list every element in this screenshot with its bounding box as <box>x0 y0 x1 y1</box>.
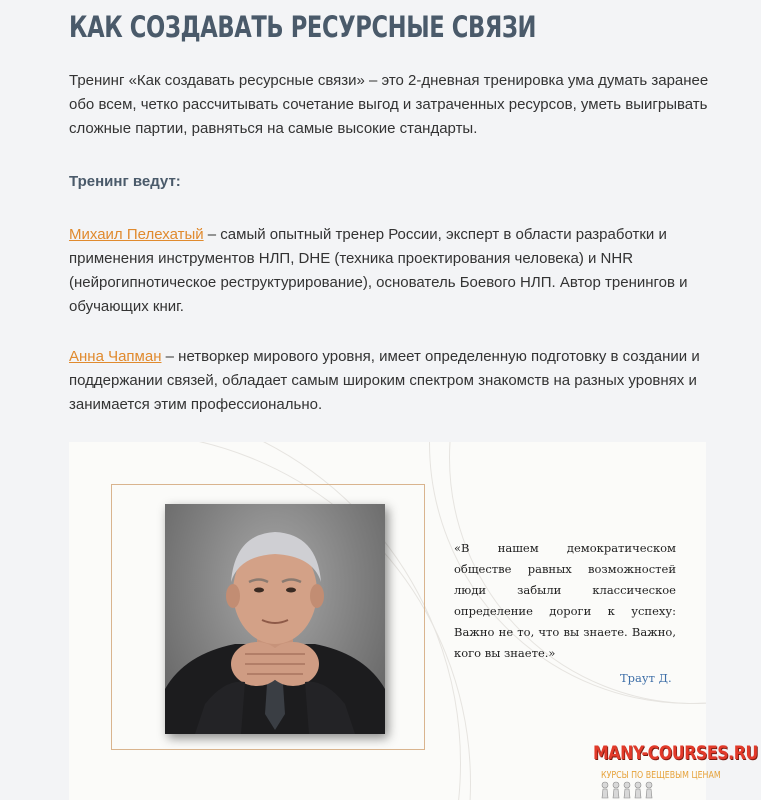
trainer-link-pelekhaty[interactable]: Михаил Пелехатый <box>69 226 204 243</box>
intro-paragraph: Тренинг «Как создавать ресурсные связи» – это 2-дневная тренировка ума думать заранее обо всем, четко рассчитывать сочетание выгод и затраченных ресурсов, уметь выигрывать сложные партии, равняться на самые высокие стандарты. <box>69 72 709 137</box>
site-watermark <box>593 742 761 800</box>
author-photo <box>165 504 385 734</box>
chess-pawns-icon <box>599 780 659 800</box>
trainer-description: – нетворкер мирового уровня, имеет определенную подготовку в создании и поддержании связей, обладает самым широким спектром знакомств на разных уровнях и занимается этим профессионально. <box>69 348 700 413</box>
trainer-description: – самый опытный тренер России, эксперт в области разработки и применения инструментов НЛП, DHE (техника проектирования человека) и NHR (нейрогипнотическое реструктурирование), основатель Боевого НЛП. Автор тренингов и обучающих книг. <box>69 226 688 315</box>
trainer-link-chapman[interactable]: Анна Чапман <box>69 348 162 365</box>
page-title: КАК СОЗДАВАТЬ РЕСУРСНЫЕ СВЯЗИ <box>69 10 537 44</box>
quote-author: Траут Д. <box>620 671 672 685</box>
watermark-title: MANY-COURSES.RU <box>593 742 758 764</box>
trainer-paragraph <box>69 223 709 319</box>
trainers-heading: Тренинг ведут: <box>69 173 181 190</box>
trainer-paragraph <box>69 345 709 417</box>
watermark-subtitle: КУРСЫ ПО ВЕЩЕВЫМ ЦЕНАМ <box>601 770 721 781</box>
quote-text: «В нашем демократическом обществе равных возможностей люди забыли классическое определение дороги к успеху: Важно не то, что вы знаете. Важно, кого вы знаете.» <box>454 541 676 660</box>
